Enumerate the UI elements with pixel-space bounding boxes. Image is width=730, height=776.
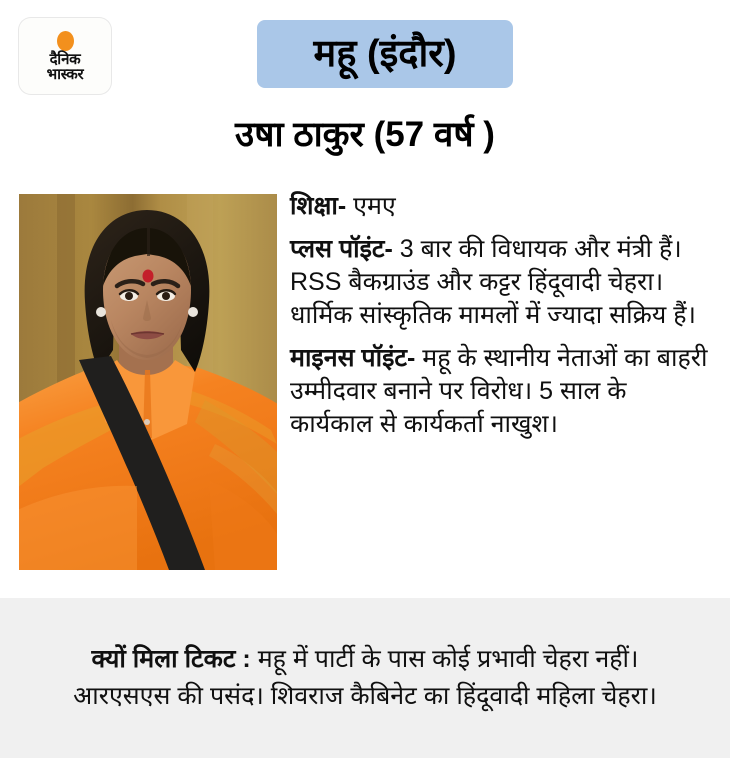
logo-line-2: भास्कर bbox=[46, 65, 84, 83]
candidate-name-heading: उषा ठाकुर (57 वर्ष ) bbox=[235, 115, 495, 154]
constituency-label: महू (इंदौर) bbox=[313, 33, 457, 75]
ticket-reason-label: क्यों मिला टिकट : bbox=[91, 645, 251, 673]
ticket-reason-value: महू में पार्टी के पास कोई प्रभावी चेहरा नहीं। आरएसएस की पसंद। शिवराज कैबिनेट का हिंदूवादी महिला चेहरा। bbox=[73, 645, 657, 710]
minus-point-value: महू के स्थानीय नेताओं का बाहरी उम्मीदवार बनाने पर विरोध। 5 साल के कार्यकाल से कार्यकर्ता नाखुश। bbox=[290, 344, 708, 438]
education-value: एमए bbox=[353, 192, 396, 220]
education-row bbox=[290, 190, 708, 223]
plus-point-value: 3 बार की विधायक और मंत्री हैं। RSS बैकग्राउंड और कट्टर हिंदूवादी चेहरा। धार्मिक सांस्कृतिक मामलों में ज्यादा सक्रिय हैं। bbox=[290, 235, 696, 329]
minus-point-label: माइनस पॉइंट- bbox=[290, 344, 416, 372]
ticket-reason-text bbox=[45, 641, 685, 715]
logo-line-1: दैनिक bbox=[49, 50, 81, 68]
candidate-portrait-illustration bbox=[19, 194, 277, 570]
constituency-badge bbox=[257, 20, 513, 88]
sun-dot-icon bbox=[57, 31, 74, 51]
dainik-bhaskar-logo bbox=[19, 18, 111, 94]
ticket-reason-panel bbox=[0, 598, 730, 758]
plus-point-row bbox=[290, 233, 708, 332]
card-body bbox=[0, 176, 730, 598]
plus-point-label: प्लस पॉइंट- bbox=[290, 235, 393, 263]
minus-point-row bbox=[290, 342, 708, 441]
card-header bbox=[0, 0, 730, 110]
candidate-photo bbox=[19, 194, 277, 570]
education-label: शिक्षा- bbox=[290, 192, 347, 220]
candidate-details bbox=[290, 190, 708, 441]
